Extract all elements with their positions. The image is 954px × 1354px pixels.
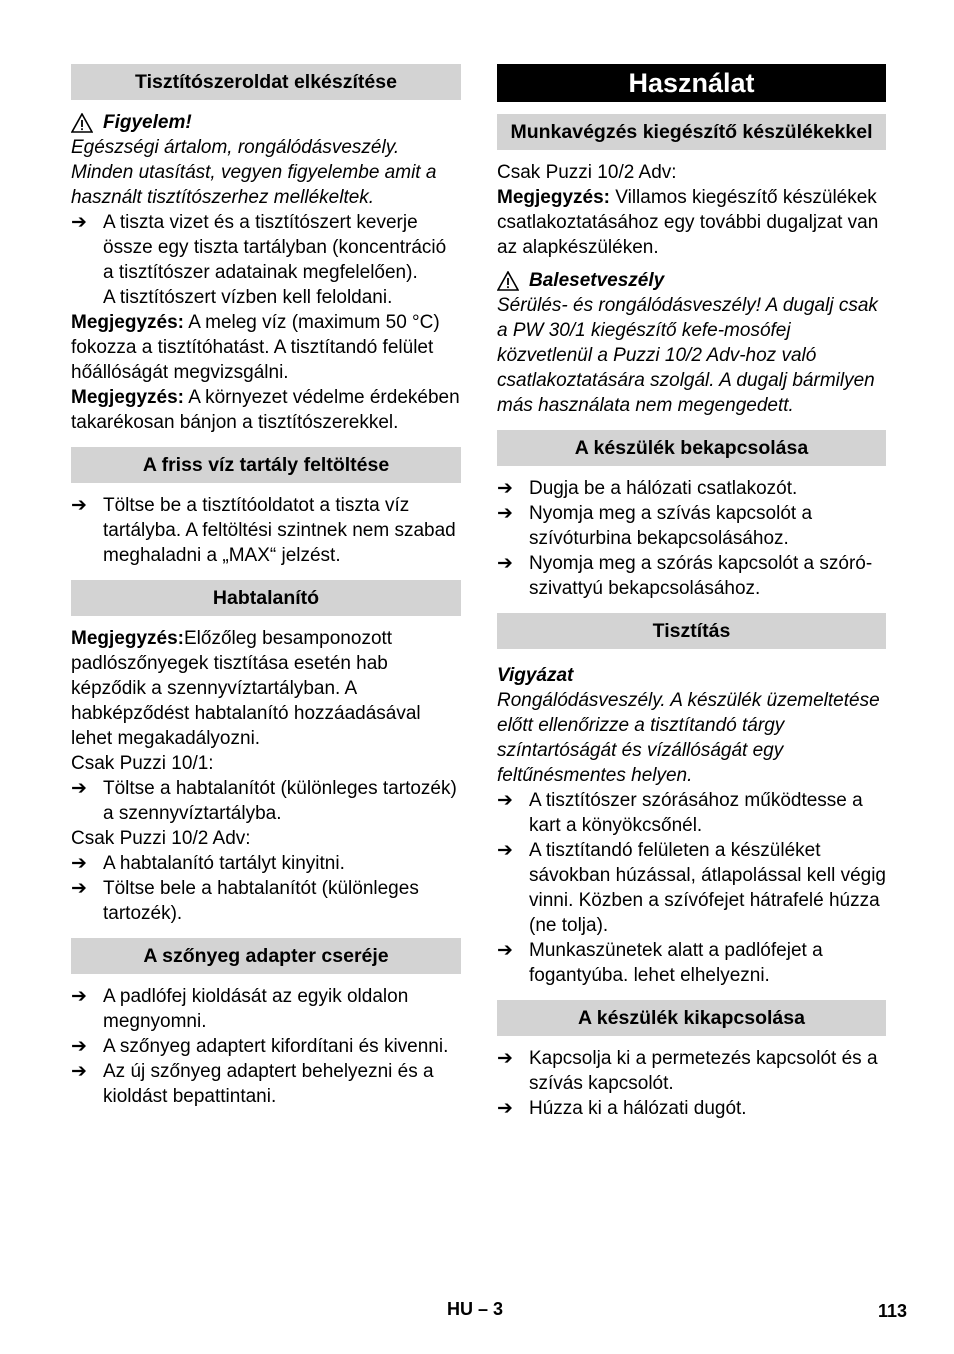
page-number: 113 — [878, 1301, 908, 1321]
note-text: A meleg víz (maximum 50 °C) fokozza a tisztítóhatást. A tisztítandó felület hőállóságát megvizsgálni. — [71, 312, 440, 383]
caution-heading — [497, 663, 886, 688]
right-arrow-icon: ➔ — [71, 1036, 87, 1057]
note-paragraph — [71, 626, 461, 751]
list-item — [71, 876, 461, 926]
model-label: Csak Puzzi 10/1: — [71, 753, 214, 774]
list-item-text: A tisztítószer szórásához működtesse a kart a könyökcsőnél. — [529, 790, 863, 836]
note-label: Megjegyzés: — [497, 187, 610, 208]
right-arrow-icon: ➔ — [71, 878, 87, 899]
list-item — [71, 851, 461, 876]
model-label: Csak Puzzi 10/2 Adv: — [497, 162, 677, 183]
list-item-text: Munkaszünetek alatt a padlófejet a fogantyúba. lehet elhelyezni. — [529, 940, 823, 986]
note-label: Megjegyzés: — [71, 312, 184, 333]
right-arrow-icon: ➔ — [71, 495, 87, 516]
warning-text: Egészségi ártalom, rongálódásveszély. Minden utasítást, vegyen figyelembe amit a használt tisztítószerhez mellékeltek. — [71, 137, 437, 208]
note-text: A környezet védelme érdekében takarékosan bánjon a tisztítószerekkel. — [71, 387, 460, 433]
right-arrow-icon: ➔ — [71, 212, 87, 233]
list-item-text: Töltse bele a habtalanítót (különleges tartozék). — [103, 878, 419, 924]
section-title: Tisztítás — [497, 613, 886, 649]
right-arrow-icon: ➔ — [497, 1098, 513, 1119]
note-label: Megjegyzés: — [71, 387, 184, 408]
model-label: Csak Puzzi 10/2 Adv: — [71, 828, 251, 849]
list-item — [497, 1046, 886, 1096]
section-title: Habtalanító — [71, 580, 461, 616]
note-paragraph — [71, 310, 461, 385]
section-title: A készülék kikapcsolása — [497, 1000, 886, 1036]
section-title: Tisztítószeroldat elkészítése — [71, 64, 461, 100]
indented-text: A tisztítószert vízben kell feloldani. — [103, 287, 393, 308]
section-title: A szőnyeg adapter cseréje — [71, 938, 461, 974]
list-item — [71, 493, 461, 568]
caution-label: Vigyázat — [497, 665, 574, 686]
note-paragraph — [497, 185, 886, 260]
right-arrow-icon: ➔ — [497, 940, 513, 961]
list-item-text: Dugja be a hálózati csatlakozót. — [529, 478, 798, 499]
warning-heading — [497, 268, 886, 293]
warning-triangle-icon — [497, 271, 519, 291]
list-item — [71, 210, 461, 285]
list-item-text: A padlófej kioldását az egyik oldalon megnyomni. — [103, 986, 409, 1032]
footer-language-page: HU – 3 — [447, 1299, 504, 1319]
list-item — [497, 476, 886, 501]
right-arrow-icon: ➔ — [71, 1061, 87, 1082]
list-item — [71, 776, 461, 826]
right-arrow-icon: ➔ — [497, 840, 513, 861]
list-item-text: A tiszta vizet és a tisztítószert keverje össze egy tiszta tartályban (koncentráció a tisztítószer adatainak megfelelően). — [103, 212, 447, 283]
list-item-text: Az új szőnyeg adaptert behelyezni és a kioldást bepattintani. — [103, 1061, 434, 1107]
list-item — [497, 788, 886, 838]
right-arrow-icon: ➔ — [497, 478, 513, 499]
list-item — [497, 551, 886, 601]
right-arrow-icon: ➔ — [71, 986, 87, 1007]
list-item-text: Kapcsolja ki a permetezés kapcsolót és a szívás kapcsolót. — [529, 1048, 878, 1094]
right-arrow-icon: ➔ — [497, 790, 513, 811]
section-title: A készülék bekapcsolása — [497, 430, 886, 466]
note-label: Megjegyzés: — [71, 628, 184, 649]
list-item — [497, 938, 886, 988]
caution-text: Rongálódásveszély. A készülék üzemeltetése előtt ellenőrizze a tisztítandó tárgy színtartóságát és vízállóságát egy feltűnésmentes helyen. — [497, 690, 880, 786]
warning-text: Sérülés- és rongálódásveszély! A dugalj csak a PW 30/1 kiegészítő kefe-mosófej közvetlenül a Puzzi 10/2 Adv-hoz való csatlakoztatására szolgál. A dugalj bármilyen más használata nem megengedett. — [497, 295, 878, 416]
left-column — [71, 64, 461, 1109]
list-item-text: Töltse a habtalanítót (különleges tartozék) a szennyvíztartályba. — [103, 778, 457, 824]
list-item — [497, 1096, 886, 1121]
list-item — [71, 1034, 461, 1059]
warning-label: Balesetveszély — [529, 270, 665, 291]
section-title: A friss víz tartály feltöltése — [71, 447, 461, 483]
list-item-text: Nyomja meg a szívás kapcsolót a szívóturbina bekapcsolásához. — [529, 503, 813, 549]
note-paragraph — [71, 385, 461, 435]
right-arrow-icon: ➔ — [497, 1048, 513, 1069]
list-item — [497, 501, 886, 551]
right-arrow-icon: ➔ — [497, 553, 513, 574]
right-column — [497, 64, 886, 1121]
list-item-text: A tisztítandó felületen a készüléket sávokban húzással, átlapolással kell végig vinni. Közben a szívófejet hátrafelé húzza (ne tolja). — [529, 840, 886, 936]
warning-label: Figyelem! — [103, 112, 192, 133]
right-arrow-icon: ➔ — [71, 778, 87, 799]
list-item-text: A habtalanító tartályt kinyitni. — [103, 853, 345, 874]
warning-triangle-icon — [71, 113, 93, 133]
list-item — [71, 1059, 461, 1109]
list-item-text: Húzza ki a hálózati dugót. — [529, 1098, 747, 1119]
list-item-text: Töltse be a tisztítóoldatot a tiszta víz tartályba. A feltöltési szintnek nem szabad meghaladni a „MAX“ jelzést. — [103, 495, 456, 566]
list-item — [497, 838, 886, 938]
list-item — [71, 984, 461, 1034]
list-item-text: A szőnyeg adaptert kifordítani és kivenni. — [103, 1036, 449, 1057]
note-text: Villamos kiegészítő készülékek csatlakoztatásához egy további dugaljzat van az alapkészüléken. — [497, 187, 879, 258]
warning-heading — [71, 110, 461, 135]
right-arrow-icon: ➔ — [497, 503, 513, 524]
chapter-title: Használat — [497, 64, 886, 102]
list-item-text: Nyomja meg a szórás kapcsolót a szóró-szivattyú bekapcsolásához. — [529, 553, 873, 599]
note-text: Előzőleg besamponozott padlószőnyegek tisztítása esetén hab képződik a szennyvíztartályban. A habképződést habtalanító hozzáadásával lehet megakadályozni. — [71, 628, 421, 749]
right-arrow-icon: ➔ — [71, 853, 87, 874]
section-title: Munkavégzés kiegészítő készülékekkel — [497, 114, 886, 150]
